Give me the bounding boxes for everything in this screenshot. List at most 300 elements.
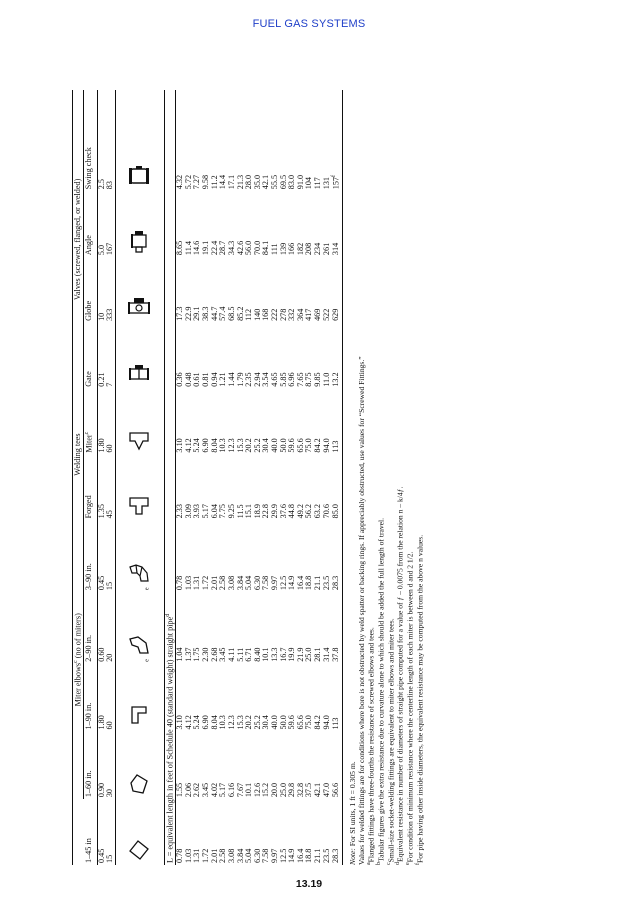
k-value-row xyxy=(97,90,106,865)
table-row xyxy=(271,90,280,865)
table-cell: 629 xyxy=(331,308,341,321)
table-row xyxy=(280,90,289,865)
table-cell: 166 xyxy=(287,242,297,256)
table-cell: 44.8 xyxy=(287,504,297,519)
table-cell: 49.2 xyxy=(295,504,305,519)
table-cell: 3.08 xyxy=(226,848,236,863)
col-header-2: 1–90 in. xyxy=(84,702,94,730)
table-cell: 28.1 xyxy=(313,647,322,662)
table-row xyxy=(202,90,211,865)
table-cell: 1.75 xyxy=(192,647,202,662)
table-cell: 12.3 xyxy=(226,715,236,730)
footnote-text: Small-size socket-welding fittings are equivalent to miter elbows and miter tees. xyxy=(386,618,396,863)
table-cell: 37.5 xyxy=(304,782,314,798)
table-row xyxy=(219,90,228,865)
footnote-mark: f xyxy=(414,863,421,865)
col-header-7: Gate xyxy=(84,371,94,387)
table-cell: 57.4 xyxy=(218,306,228,321)
welding-tees-group-header: Welding tees xyxy=(73,389,84,521)
table-cell: 2.35 xyxy=(244,372,254,387)
nd-value-10: 83 xyxy=(105,181,115,190)
table-cell: 69.5 xyxy=(278,174,288,190)
table-cell: 222 xyxy=(269,308,279,321)
table-cell: 5.11 xyxy=(235,647,245,662)
table-cell: 7.75 xyxy=(218,504,228,519)
table-cell: 94.0 xyxy=(321,715,331,730)
nd-value-9: 167 xyxy=(105,242,115,256)
table-cell: 2.68 xyxy=(209,647,219,662)
table-cell: 8.04 xyxy=(209,715,219,730)
table-cell: 139 xyxy=(278,242,288,256)
icon-cell-1 xyxy=(115,731,164,799)
table-cell: 10.3 xyxy=(218,438,228,453)
k-value-0: 0.45 xyxy=(96,848,106,863)
table-cell: 1.31 xyxy=(192,848,202,863)
icon-cell-2 xyxy=(115,664,164,732)
table-cell: 15.2 xyxy=(261,782,271,798)
table-cell: 1.03 xyxy=(183,575,193,591)
note-general: Values for welded fittings are for conditions where bore is not obstructed by weld spatter or backing rings. If appreciably obstructed, use values for “Screwed Fittings.” xyxy=(356,356,366,865)
table-cell: 18.8 xyxy=(304,575,314,591)
icon-cell-3 xyxy=(115,592,164,664)
table-cell: 5.04 xyxy=(244,848,254,863)
table-cell: 8.75 xyxy=(304,372,314,387)
table-cell: 4.11 xyxy=(226,647,236,662)
table-row xyxy=(262,90,271,865)
table-cell: 11.2 xyxy=(209,175,219,190)
table-cell: 7.58 xyxy=(261,848,271,863)
miter-2-90-icon xyxy=(126,633,152,659)
table-cell: 56.2 xyxy=(304,504,314,519)
column-header-row xyxy=(84,90,97,865)
table-row xyxy=(193,90,202,865)
icon-cell-7 xyxy=(115,323,164,389)
table-cell: 32.8 xyxy=(295,782,305,798)
table-cell: 14.6 xyxy=(192,240,202,256)
table-cell: 75.0 xyxy=(304,438,314,453)
table-cell: 7.65 xyxy=(295,372,305,387)
table-cell: 5.24 xyxy=(192,438,202,453)
table-cell: 1.31 xyxy=(192,575,202,591)
table-cell: 40.0 xyxy=(269,715,279,730)
footnote-c xyxy=(386,90,396,865)
table-cell: 30.4 xyxy=(261,438,271,453)
table-cell: 9.97 xyxy=(269,575,279,591)
table-cell: 37.6 xyxy=(278,504,288,519)
table-cell: 9.85 xyxy=(313,372,322,387)
footnote-a xyxy=(366,90,376,865)
table-cell: 0.61 xyxy=(192,372,202,387)
table-row xyxy=(176,90,185,865)
icon-cell-10 xyxy=(115,90,164,191)
table-cell: 278 xyxy=(278,308,288,321)
table-row xyxy=(331,90,342,865)
k-value-6: 1.80 xyxy=(96,438,106,453)
table-cell: 59.6 xyxy=(287,438,297,453)
table-cell: 5.17 xyxy=(201,504,211,519)
table-cell: 157$^f$ xyxy=(331,174,341,190)
table-cell: 50.0 xyxy=(278,715,288,730)
table-row xyxy=(237,90,246,865)
table-row xyxy=(314,90,323,865)
table-cell: 68.5 xyxy=(226,306,236,321)
table-cell: 2.06 xyxy=(183,782,193,798)
miter-1-90-icon xyxy=(126,703,152,729)
table-cell: 94.0 xyxy=(321,438,331,453)
globe-valve-icon xyxy=(126,295,152,321)
table-cell: 22.4 xyxy=(209,240,219,256)
footnote-text: Tabular figures give the extra resistance due to curvature alone to which should be added the full length of travel. xyxy=(376,517,386,862)
table-cell: 44.7 xyxy=(209,306,219,321)
table-cell: 7.67 xyxy=(235,782,245,798)
table-row xyxy=(211,90,220,865)
table-cell: 131 xyxy=(321,176,331,190)
rotated-table-page xyxy=(72,90,572,865)
table-cell: 63.2 xyxy=(313,504,322,519)
table-cell: 15.3 xyxy=(235,715,245,730)
table-cell: 20.2 xyxy=(244,715,254,730)
table-cell: 9.97 xyxy=(269,848,279,863)
table-cell: 85.0 xyxy=(331,504,341,519)
table-cell: 364 xyxy=(295,308,305,321)
table-cell: 9.58 xyxy=(201,174,211,190)
k-value-7: 0.21 xyxy=(96,372,106,387)
table-cell: 3.10 xyxy=(175,715,185,730)
table-row xyxy=(288,90,297,865)
table-cell: 5.24 xyxy=(192,715,202,730)
table-cell: 8.04 xyxy=(209,438,219,453)
table-cell: 65.6 xyxy=(295,715,305,730)
table-cell: 55.5 xyxy=(269,174,279,190)
table-cell: 1.21 xyxy=(218,372,228,387)
table-cell: 2.01 xyxy=(209,848,219,863)
table-cell: 16.4 xyxy=(295,575,305,591)
table-cell: 13.2 xyxy=(331,372,341,387)
icon-cell-0 xyxy=(115,799,164,865)
table-cell: 17.1 xyxy=(226,174,236,190)
swing-check-valve-icon xyxy=(126,163,152,189)
k-value-8: 10 xyxy=(96,312,106,321)
table-cell: 3.08 xyxy=(226,575,236,591)
table-cell: 65.6 xyxy=(295,438,305,453)
nd-value-5: 45 xyxy=(105,510,115,519)
table-cell: 3.45 xyxy=(218,647,228,662)
table-cell: 1.44 xyxy=(226,372,236,387)
table-cell: 28.3 xyxy=(331,848,341,863)
table-cell: 25.2 xyxy=(252,438,262,453)
col-header-6: Miter$^c$ xyxy=(84,431,95,453)
footnote-text: Flanged fittings have three-fourths the resistance of screwed elbows and tees. xyxy=(366,627,376,863)
table-cell: 4.02 xyxy=(209,782,219,798)
table-cell: 1.55 xyxy=(175,782,185,798)
table-cell: 21.3 xyxy=(235,174,245,190)
footnote-mark: c xyxy=(385,862,392,865)
nd-value-6: 60 xyxy=(105,444,115,453)
table-cell: 50.0 xyxy=(278,438,288,453)
table-row xyxy=(305,90,314,865)
table-cell: 11.0 xyxy=(321,372,331,387)
col-header-3: 2–90 in. xyxy=(84,634,94,662)
table-cell: 16.7 xyxy=(278,647,288,662)
table-cell: 10.3 xyxy=(218,715,228,730)
table-cell: 21.1 xyxy=(313,848,322,863)
valves-group-header: Valves (screwed, flanged, or welded) xyxy=(73,90,84,389)
k-value-10: 2.5 xyxy=(96,179,106,190)
nd-value-0: 15 xyxy=(105,854,115,863)
table-cell: 56.6 xyxy=(331,782,341,798)
table-cell: 6.96 xyxy=(287,372,297,387)
table-cell: 31.4 xyxy=(321,647,331,662)
nd-value-1: 30 xyxy=(105,788,115,798)
icon-cell-4 xyxy=(115,520,164,592)
table-cell: 12.5 xyxy=(278,848,288,863)
table-cell: 0.78 xyxy=(175,848,185,863)
table-cell: 70.0 xyxy=(252,240,262,256)
table-cell: 83.0 xyxy=(287,174,297,190)
table-cell: 59.6 xyxy=(287,715,297,730)
table-cell-sup: f xyxy=(331,174,338,177)
icon-cell-6 xyxy=(115,389,164,455)
miter-tee-icon xyxy=(126,427,152,453)
table-cell: 2.33 xyxy=(175,504,185,519)
k-value-9: 5.0 xyxy=(96,244,106,256)
k-value-5: 1.35 xyxy=(96,504,106,519)
table-cell: 11.5 xyxy=(235,504,245,519)
miter-1-45-icon xyxy=(126,837,152,863)
table-cell: 5.17 xyxy=(218,782,228,798)
footnote-mark: d xyxy=(395,862,402,865)
table-cell: 1.72 xyxy=(201,848,211,863)
table-cell: 469 xyxy=(313,308,322,321)
table-cell: 14.9 xyxy=(287,575,297,591)
table-cell: 4.12 xyxy=(183,715,193,730)
table-cell: 21.9 xyxy=(295,647,305,662)
footnote-mark: e xyxy=(405,862,412,865)
footnote-e xyxy=(405,90,415,865)
table-cell: 25.0 xyxy=(278,782,288,798)
table-cell: 117 xyxy=(313,177,322,190)
col-header-9: Angle xyxy=(84,235,94,256)
table-cell: 38.3 xyxy=(201,306,211,321)
table-cell: 4.65 xyxy=(269,372,279,387)
table-cell: 23.5 xyxy=(321,848,331,863)
table-cell: 18.9 xyxy=(252,504,262,519)
table-cell: 417 xyxy=(304,308,314,321)
table-cell: 0.36 xyxy=(175,372,185,387)
footnote-list xyxy=(366,90,425,865)
table-cell: 11.4 xyxy=(183,241,193,256)
group-header-row xyxy=(73,90,84,865)
table-cell: 18.8 xyxy=(304,848,314,863)
table-cell: 6.30 xyxy=(252,848,262,863)
table-row xyxy=(297,90,306,865)
table-cell: 23.5 xyxy=(321,575,331,591)
table-cell: 1.79 xyxy=(235,372,245,387)
table-cell: 5.72 xyxy=(183,174,193,190)
table-cell: 29.9 xyxy=(269,504,279,519)
table-cell: 0.94 xyxy=(209,372,219,387)
table-cell: 12.6 xyxy=(252,782,262,798)
footnote-b xyxy=(376,90,386,865)
running-header: FUEL GAS SYSTEMS xyxy=(252,18,366,30)
icon-cell-8 xyxy=(115,257,164,323)
table-cell: 13.3 xyxy=(269,647,279,662)
nd-value-2: 60 xyxy=(105,721,115,730)
table-cell: 35.0 xyxy=(252,174,262,190)
table-cell: 84.1 xyxy=(261,240,271,256)
icon-cell-5 xyxy=(115,455,164,521)
table-cell: 2.58 xyxy=(218,575,228,591)
table-cell: 182 xyxy=(295,242,305,256)
table-cell: 15.1 xyxy=(244,504,254,519)
table-cell: 40.0 xyxy=(269,438,279,453)
page-number: 13.19 xyxy=(295,878,323,890)
table-cell: 84.2 xyxy=(313,715,322,730)
note-si-units: Note: For SI units, 1 ft = 0.305 m. xyxy=(347,761,357,865)
table-cell: 1.04 xyxy=(175,647,185,662)
table-cell: 19.1 xyxy=(201,240,211,256)
table-cell: 28.3 xyxy=(331,575,341,591)
table-cell: 261 xyxy=(321,242,331,256)
table-cell: 3.84 xyxy=(235,848,245,863)
table-cell: 9.25 xyxy=(226,504,236,519)
table-cell: 168 xyxy=(261,308,271,321)
col-header-5: Forged xyxy=(84,495,94,519)
table-cell: 113 xyxy=(331,717,341,730)
table-cell: 14.9 xyxy=(287,848,297,863)
table-cell: 3.09 xyxy=(183,504,193,519)
table-cell: 17.3 xyxy=(175,306,185,321)
table-cell: 34.3 xyxy=(226,240,236,256)
table-cell: 5.04 xyxy=(244,575,254,591)
gate-valve-icon xyxy=(126,361,152,387)
col-header-4: 3–90 in. xyxy=(84,563,94,591)
icon-cell-9 xyxy=(115,191,164,257)
table-cell: 12.5 xyxy=(278,575,288,591)
table-cell: 104 xyxy=(304,176,314,190)
nd-value-8: 333 xyxy=(105,308,115,321)
table-cell: 6.16 xyxy=(226,782,236,798)
table-cell: 6.30 xyxy=(252,575,262,591)
table-cell: 91.0 xyxy=(295,174,305,190)
table-cell: 4.12 xyxy=(183,438,193,453)
table-cell: 30.4 xyxy=(261,715,271,730)
table-cell: 7.58 xyxy=(261,575,271,591)
table-cell: 37.8 xyxy=(331,647,341,662)
table-cell: 28.0 xyxy=(244,174,254,190)
table-cell: 10.1 xyxy=(244,782,254,798)
table-row xyxy=(245,90,254,865)
miter-3-90-icon-sup: e xyxy=(143,587,150,591)
table-cell: 8.65 xyxy=(175,240,185,256)
table-cell: 15.3 xyxy=(235,438,245,453)
table-cell: 0.78 xyxy=(175,575,185,591)
table-cell: 332 xyxy=(287,308,297,321)
table-cell: 3.93 xyxy=(192,504,202,519)
table-cell: 22.9 xyxy=(183,306,193,321)
footnote-text: For pipe having other inside diameters, the equivalent resistance may be computed from the above n values. xyxy=(415,534,425,863)
nd-value-row xyxy=(106,90,115,865)
table-cell: 84.2 xyxy=(313,438,322,453)
table-cell: 5.85 xyxy=(278,372,288,387)
table-cell: 4.32 xyxy=(175,174,185,190)
k-value-4: 0.45 xyxy=(96,575,106,591)
forged-tee-icon xyxy=(126,492,152,518)
table-cell: 2.58 xyxy=(218,848,228,863)
table-cell: 6.90 xyxy=(201,438,211,453)
nd-value-4: 15 xyxy=(105,581,115,591)
table-cell: 20.0 xyxy=(269,782,279,798)
unit-row-caption: L = equivalent length in feet of Schedule 40 (standard weight) straight pipe$^d$ xyxy=(164,90,175,865)
table-cell: 16.4 xyxy=(295,848,305,863)
table-cell: 28.7 xyxy=(218,240,228,256)
unit-row xyxy=(164,90,175,865)
table-cell: 3.84 xyxy=(235,575,245,591)
table-cell: 12.3 xyxy=(226,438,236,453)
miter-3-90-icon xyxy=(126,561,152,587)
table-cell: 7.27 xyxy=(192,174,202,190)
col-header-8: Globe xyxy=(84,300,94,321)
footnote-text: Equivalent resistance in number of diameters of straight pipe computed for a value of ƒ – 0.0075 from the relation n – k/4ƒ. xyxy=(395,486,405,862)
footnote-d xyxy=(395,90,405,865)
table-cell: 2.01 xyxy=(209,575,219,591)
table-cell: 234 xyxy=(313,242,322,256)
table-cell: 1.72 xyxy=(201,575,211,591)
col-header-0: 1–45 in xyxy=(83,838,93,863)
table-cell: 0.81 xyxy=(201,372,211,387)
table-notes xyxy=(348,90,425,865)
table-cell: 2.62 xyxy=(192,782,202,798)
col-header-1: 1–60 in. xyxy=(84,770,94,798)
table-cell: 29.8 xyxy=(287,782,297,798)
table-cell: 3.54 xyxy=(261,372,271,387)
table-cell: 3.45 xyxy=(201,782,211,798)
table-cell: 10.1 xyxy=(261,647,271,662)
table-cell: 21.1 xyxy=(313,575,322,591)
col-header-10: Swing check xyxy=(84,147,94,190)
table-row xyxy=(185,90,194,865)
table-cell: 85.2 xyxy=(235,306,245,321)
table-cell: 42.6 xyxy=(235,240,245,256)
table-row xyxy=(228,90,237,865)
k-value-3: 0.60 xyxy=(96,647,106,662)
angle-valve-icon xyxy=(126,229,152,255)
table-cell: 113 xyxy=(331,440,341,453)
table-cell: 6.90 xyxy=(201,715,211,730)
table-cell: 1.37 xyxy=(183,647,193,662)
fittings-table xyxy=(72,90,343,865)
table-cell: 112 xyxy=(244,308,254,321)
table-cell: 25.0 xyxy=(304,647,314,662)
table-cell: 20.2 xyxy=(244,438,254,453)
k-value-1: 0.90 xyxy=(96,782,106,798)
miter-2-90-icon-sup: e xyxy=(143,659,150,662)
miter-elbows-group-header: Miter elbows$^c$ (no of miters) xyxy=(73,520,84,799)
table-cell: 22.8 xyxy=(261,504,271,519)
table-cell: 25.2 xyxy=(252,715,262,730)
col-header-6-sup: c xyxy=(84,431,91,435)
table-cell: 47.0 xyxy=(321,782,331,798)
table-cell: 42.1 xyxy=(261,174,271,190)
table-cell: 2.30 xyxy=(201,647,211,662)
table-cell: 6.04 xyxy=(209,504,219,519)
table-cell: 3.10 xyxy=(175,438,185,453)
table-cell: 6.71 xyxy=(244,647,254,662)
table-cell: 75.0 xyxy=(304,715,314,730)
table-cell: 8.40 xyxy=(252,647,262,662)
footnote-text: For condition of minimum resistance where the centerline length of each miter is between d and 2 1/2. xyxy=(405,551,415,863)
table-cell: 2.94 xyxy=(252,372,262,387)
